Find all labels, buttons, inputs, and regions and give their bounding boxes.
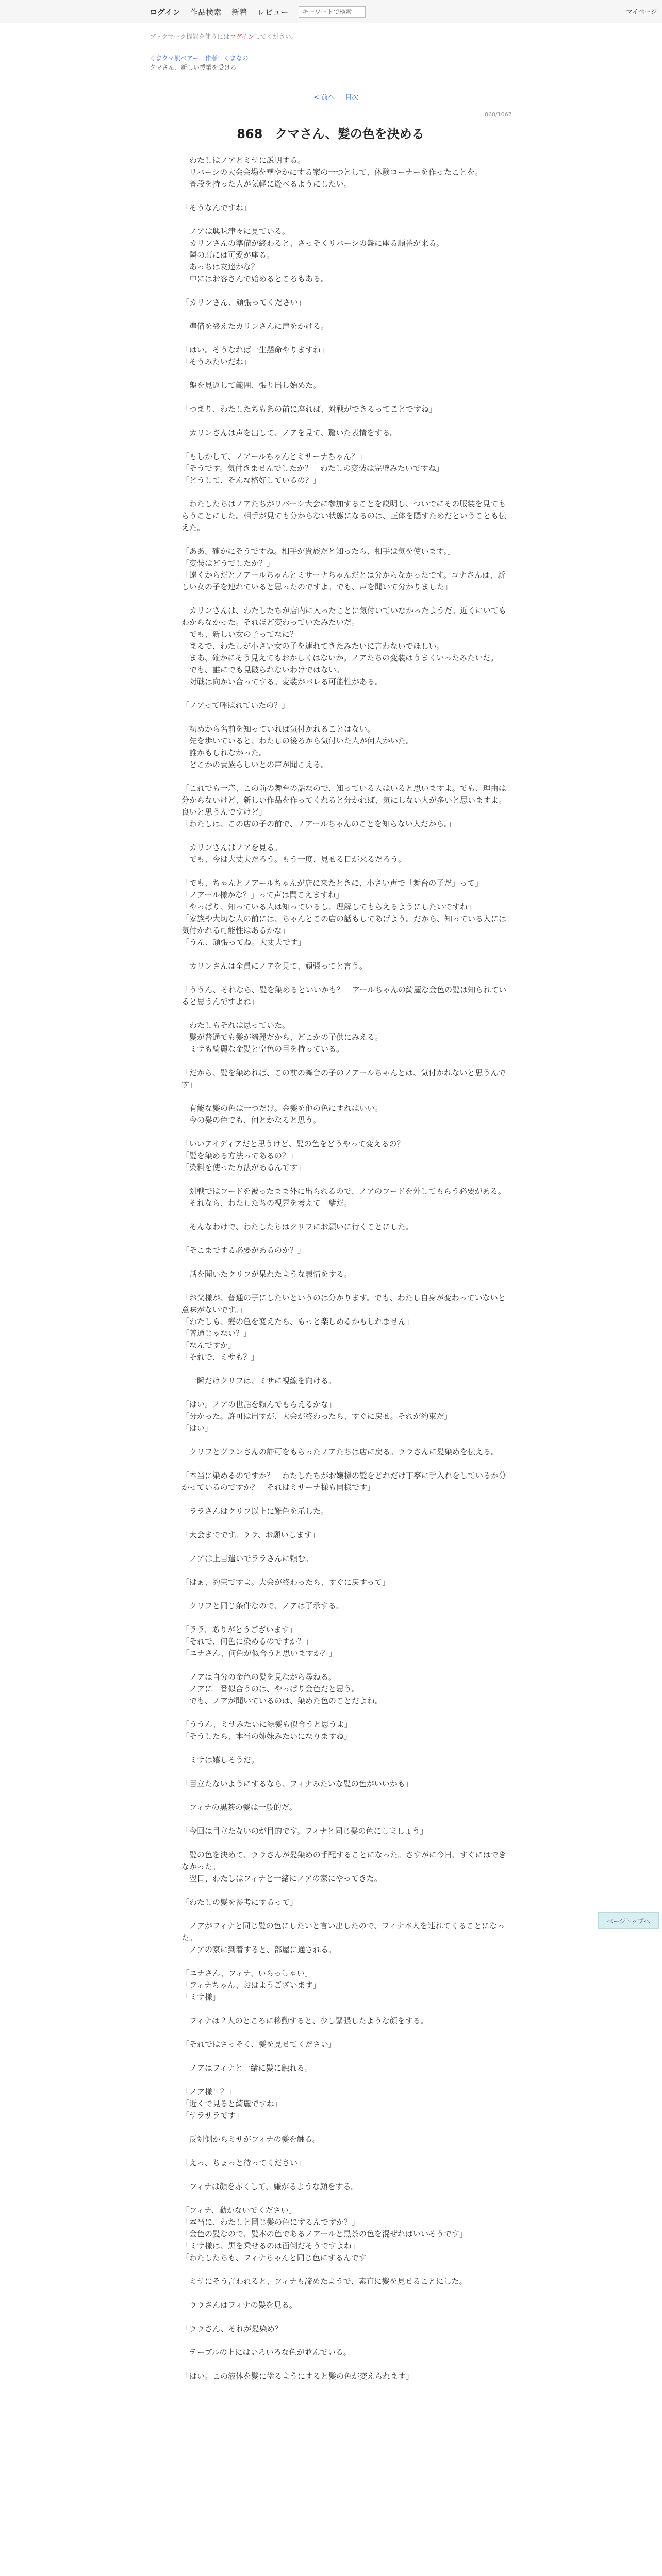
paragraph: カリンさんは全員にノアを見て、頑張ってと言う。	[181, 961, 367, 971]
paragraph: 「はい。この液体を髪に塗るようにすると髪の色が変えられます」	[181, 2371, 414, 2381]
paragraph: 「でも、ちゃんとノアールちゃんが店に来たときに、小さい声で「舞台の子だ」って」 「ノアール様かな？」って声は聞こえますね」 「やっぱり、知っている人は知っているし、理解してもらえるようにしたいですね」 「家族や大切な人の前には、ちゃんとこの店の話もしてあげよう。だから、知っている人には気付かれる可能性はあるかな」 「うん、頑張ってね。大丈夫です」	[181, 878, 507, 947]
paragraph: 「それではさっそく、髪を見せてください」	[181, 2040, 336, 2049]
bookmark-notice	[150, 32, 297, 41]
paragraph: ノアは興味津々に見ている。 カリンさんの準備が終わると、さっそくリバーシの盤に座る順番が来る。 隣の席には可愛が座る。 あっちは友達かな？ 中にはお客さんで始めるところもある。	[189, 227, 444, 283]
paragraph: 「目立たないようにするなら、フィナみたいな髪の色がいいかも」	[181, 1779, 413, 1788]
paragraph: ミサにそう言われると、フィナも諦めたようで、素直に髪を見せることにした。	[181, 2277, 467, 2286]
paragraph: 「これでも一応、この前の舞台の話なので、知っている人はいると思いますよ。でも、理由は分からないけど、新しい作品を作ってくれると分かれば、気にしない人が多いと思いますよ。良いと思うんですけど」 「わたしは、この店の子の前で、ノアールちゃんのことを知らない人だから。」	[181, 784, 507, 828]
toc-link[interactable]: 目次	[345, 94, 359, 101]
nav-search-link[interactable]: 作品検索	[190, 7, 222, 17]
paragraph: ノアは自分の金色の髪を見ながら尋ねる。 ノアに一番似合うのは、やっぱり金色だと思う。 でも、ノアが聞いているのは、染めた色のことだよね。	[189, 1672, 383, 1705]
paragraph: 盤を見返して範囲、張り出し始めた。	[181, 381, 321, 390]
chapter-subtitle: クマさん、新しい授業を受ける	[150, 64, 237, 71]
paragraph: ノアはフィナと一緒に髪に触れる。	[181, 2063, 312, 2073]
paragraph: クリフとグランさんの許可をもらったノアたちは店に戻る。ララさんに髪染めを伝える。	[181, 1447, 499, 1456]
paragraph: 「ユナさん、フィナ、いらっしゃい」 「フィナちゃん、おはようございます」 「ミサ様」	[181, 1969, 321, 2002]
paragraph: 反対側からミサがフィナの髪を触る。	[181, 2134, 320, 2144]
paragraph: 「ララ、ありがとうございます」 「それで、何色に染めるのですか？」 「ユナさん、何色が似合うと思いますか？」	[181, 1625, 337, 1658]
nav-menu	[150, 6, 366, 18]
notice-suffix: してください。	[254, 33, 297, 40]
nav-new-link[interactable]: 新着	[231, 7, 247, 17]
nav-review-link[interactable]: レビュー	[257, 7, 289, 17]
paragraph: カリンさんは声を出して、ノアを見て、驚いた表情をする。	[181, 428, 398, 437]
paragraph: 「カリンさん、頑張ってください」	[181, 298, 306, 307]
paragraph: カリンさんはノアを見る。 でも、今は大丈夫だろう。もう一度、見せる日が来るだろう。	[189, 843, 406, 864]
paragraph: 準備を終えたカリンさんに声をかける。	[181, 321, 329, 331]
paragraph: わたしはノアとミサに説明する。 リバーシの大会会場を華やかにする案の一つとして、体験コーナーを作ったことを。 普段を持った人が気軽に遊べるようにしたい。	[189, 156, 483, 189]
top-navigation-bar	[0, 0, 662, 23]
paragraph: 「もしかして、ノアールちゃんとミサーナちゃん？」 「そうです。気付きませんでしたか？ わたしの変装は完璧みたいですね」 「どうして、そんな格好しているの？」	[181, 452, 444, 485]
notice-prefix: ブックマーク機能を使うには	[150, 33, 230, 40]
paragraph: 「ノア様！？」 「近くで見ると綺麗ですね」 「サラサラです」	[181, 2087, 283, 2120]
paragraph: わたしもそれは思っていた。 髪が普通でも髪が綺麗だから、どこかの子供にみえる。 ミサも綺麗な金髪と空色の目を持っている。	[189, 1021, 383, 1054]
paragraph: 「お父様が、普通の子にしたいというのは分かります。でも、わたし自身が変わっていないと意味がないです。」 「わたしも、髪の色を変えたら、もっと楽しめるかもしれません」 「普通じゃない？」 「なんですか」 「それで、ミサも？」	[181, 1293, 506, 1362]
chapter-number: 868	[237, 127, 263, 141]
paragraph: 一瞬だけクリフは、ミサに視線を向ける。	[181, 1376, 337, 1385]
paragraph: 髪の色を決めて、ララさんが髪染めの手配することになった。さすがに今日、すぐにはできなかった。 翌日、わたしはフィナと一緒にノアの家にやってきた。	[181, 1850, 506, 1883]
paragraph: ララさんはクリフ以上に難色を示した。	[181, 1506, 329, 1516]
paragraph: 「はい。そうなれば一生懸命やりますね」 「そうみたいだね」	[181, 345, 329, 366]
paragraph: 「はぁ、約束ですよ。大会が終わったら、すぐに戻すって」	[181, 1578, 390, 1587]
paragraph: ノアがフィナと同じ髪の色にしたいと言い出したので、フィナ本人を連れてくることになった。 ノアの家に到着すると、部屋に通される。	[181, 1921, 505, 1954]
page-number: 868/1067	[485, 111, 512, 118]
paragraph: ノアは上目遣いでララさんに頼む。	[181, 1554, 313, 1563]
paragraph: 「つまり、わたしたちもあの前に座れば、対戦ができるってことですね」	[181, 404, 437, 414]
paragraph: 「ノアって呼ばれていたの？」	[181, 701, 290, 710]
chapter-title	[150, 124, 511, 142]
breadcrumb	[150, 54, 249, 72]
paragraph: そんなわけで、わたしたちはクリフにお願いに行くことにした。	[181, 1222, 413, 1231]
paragraph: 「今回は目立たないのが目的です。フィナと同じ髪の色にしましょう」	[181, 1826, 428, 1836]
paragraph: 「わたしの髪を参考にするって」	[181, 1897, 298, 1907]
paragraph: 有能な髪の色は一つだけ。金髪を他の色にすればいい。 今の髪の色でも、何とかなると思う。	[189, 1104, 383, 1125]
paragraph: ミサは嬉しそうだ。	[181, 1755, 259, 1765]
paragraph: 「だから、髪を染めれば、この前の舞台の子のノアールちゃんとは、気付かれないと思うんです」	[181, 1068, 506, 1089]
paragraph: 「大会までです。ララ、お願いします」	[181, 1530, 320, 1539]
paragraph: 初めから名前を知っていれば気付かれることはない。 先を歩いていると、わたしの後ろから気付いた人が何人かいた。 誰かもしれなかった。 どこかの貴族らしいとの声が聞こえる。	[189, 724, 414, 769]
notice-login-link[interactable]: ログイン	[229, 33, 254, 40]
paragraph: テーブルの上にはいろいろな色が並んでいる。	[181, 2348, 351, 2357]
paragraph: 対戦ではフードを被ったまま外に出られるので、ノアのフードを外してもらう必要がある。 それなら、わたしたちの視界を考えて一緒だ。	[189, 1187, 506, 1208]
paragraph: 「ううん、それなら、髪を染めるといいかも？ アールちゃんの綺麗な金色の髪は知られていると思うんですよね」	[181, 985, 507, 1006]
paragraph: 「ララさん、それが髪染め？」	[181, 2324, 290, 2333]
paragraph: 「はい。ノアの世話を頼んでもらえるかな」 「分かった。許可は出すが、大会が終わったら、すぐに戻せ。それが約束だ」 「はい」	[181, 1400, 452, 1433]
paragraph: ララさんはフィナの髪を見る。	[181, 2300, 297, 2310]
paragraph: 「そうなんですね」	[181, 203, 252, 212]
paragraph: 「ああ、確かにそうですね。相手が貴族だと知ったら、相手は気を使います。」 「変装はどうでしたか？」 「遠くからだとノアールちゃんとミサーナちゃんだとは分からなかったです。コナさんは、新しい女の子を連れていると思ったのですよ。でも、声を聞いて分かりました」	[181, 547, 506, 591]
paragraph: カリンさんは、わたしたちが店内に入ったことに気付いていなかったようだ。近くにいてもわからなかった。それほど変わっていたみたいだ。 でも、新しい女の子ってなに？ まるで、わたしが小さい女の子を連れてきたみたいに言わないでほしい。 まあ、確かにそう見えてもおかしくはないか。ノアたちの変装はうまくいったみたいだ。 でも、誰にでも見破られないわけではない。 対戦は向かい合ってする。変装がバレる可能性がある。	[181, 606, 507, 686]
paragraph: 「フィナ、動かないでください」 「本当に、わたしと同じ髪の色にするんですか？」 「金色の髪なので、髪本の色であるノアールと黒茶の色を混ぜればいいそうです」 「ミサ様は、黒を乗せるのは面倒だそうですよね」 「わたしたちも、フィナちゃんと同じ色にするんです」	[181, 2206, 467, 2262]
paragraph: フィナは２人のところに移動すると、少し緊張したような顔をする。	[181, 2016, 428, 2025]
paragraph: クリフと同じ条件なので、ノアは了承する。	[181, 1601, 344, 1611]
pager	[309, 92, 362, 101]
chapter-title-text: クマさん、髪の色を決める	[275, 127, 424, 141]
mypage-link[interactable]: マイページ	[626, 8, 657, 15]
paragraph: 「そこまでする必要があるのか？」	[181, 1246, 306, 1255]
paragraph: 話を聞いたクリフが呆れたような表情をする。	[181, 1269, 352, 1279]
author-link[interactable]: くまなの	[223, 55, 249, 62]
paragraph: 「いいアイディアだと思うけど、髪の色をどうやって変えるの？」 「髪を染める方法ってあるの？」 「染料を使った方法があるんです」	[181, 1139, 412, 1172]
search-input[interactable]	[299, 6, 366, 18]
novel-body	[181, 155, 511, 2394]
prev-link[interactable]: < 前へ	[313, 94, 335, 101]
novel-title-link[interactable]: くまクマ熊ベアー 作者：	[150, 55, 224, 62]
paragraph: フィナの黒茶の髪は一般的だ。	[181, 1803, 297, 1812]
paragraph: 「ううん、ミサみたいに緑髪も似合うと思うよ」 「そうしたら、本当の姉妹みたいになりますね」	[181, 1720, 352, 1741]
login-link[interactable]: ログイン	[150, 7, 180, 17]
page-top-button[interactable]: ページトップへ	[598, 1912, 659, 1929]
paragraph: フィナは顔を赤くして、嫌がるような顔をする。	[181, 2182, 359, 2191]
paragraph: わたしたちはノアたちがリバーシ大会に参加することを説明し、ついでにその服装を見てもらうことにした。相手が見ても分からない状態になるのは、正体を隠すためだということも伝えた。	[181, 499, 507, 532]
paragraph: 「本当に染めるのですか？ わたしたちがお嬢様の髪をどれだけ丁寧に手入れをしているか分かっているのですか？ それはミサーナ様も同様です」	[181, 1471, 507, 1492]
paragraph: 「えっ、ちょっと待ってください」	[181, 2158, 306, 2167]
